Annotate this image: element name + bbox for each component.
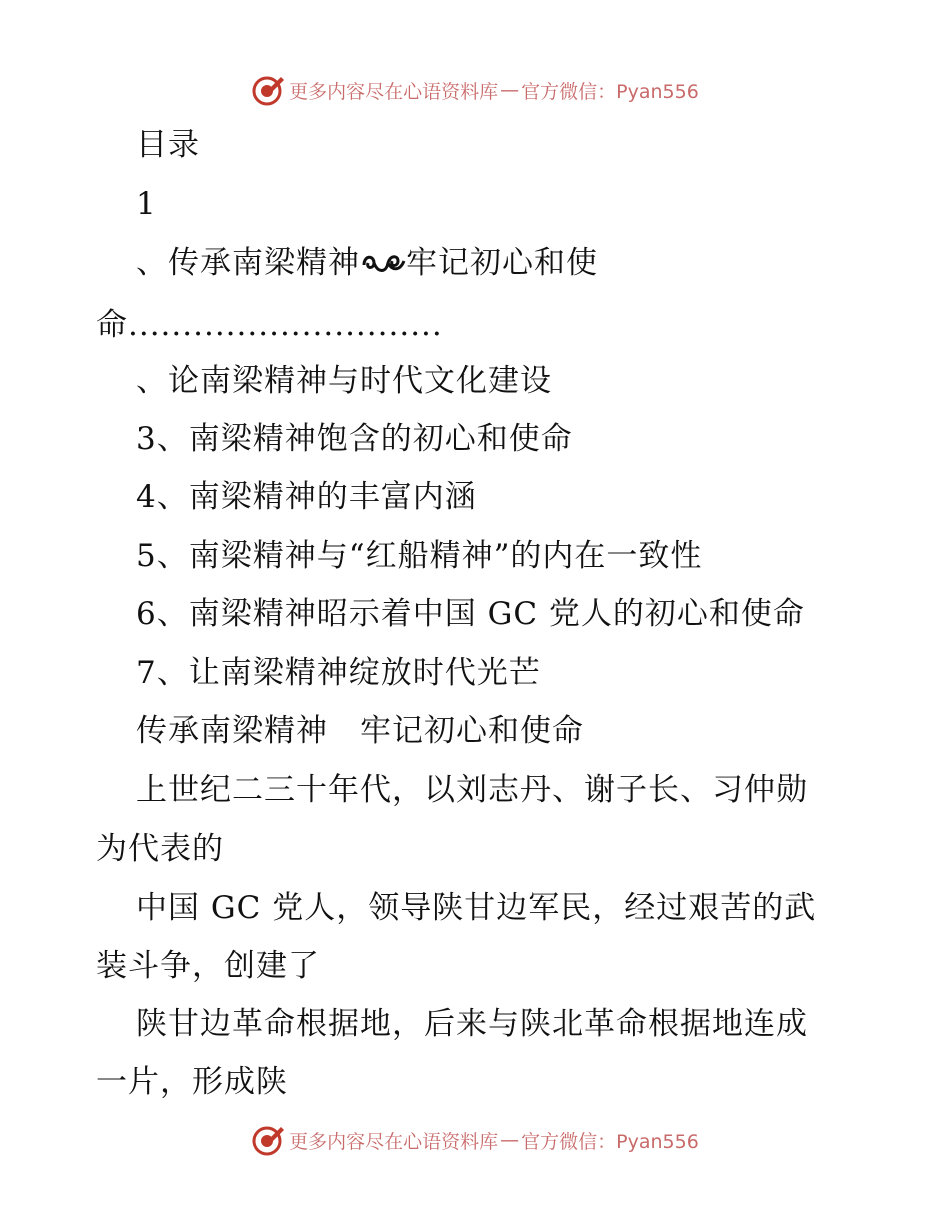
toc-item-1-part-a: 、传承南梁精神: [136, 245, 360, 281]
banner-dash: —: [500, 79, 520, 101]
toc-item-4: 4、南梁精神的丰富内涵: [136, 479, 477, 515]
toc-item-3: 3、南梁精神饱含的初心和使命: [136, 421, 573, 457]
toc-item-7: 7、让南梁精神绽放时代光芒: [136, 655, 541, 691]
banner-site-text: 更多内容尽在心语资料库: [289, 80, 499, 103]
pen-logo-icon: [251, 1123, 285, 1157]
curl-ornament-icon: [360, 247, 406, 277]
toc-item-1-part-b: 牢记初心和使: [406, 245, 598, 281]
paragraph-1-line-1: 上世纪二三十年代，以刘志丹、谢子长、习仲勋: [136, 772, 808, 808]
toc-title: 目录: [136, 127, 200, 163]
paragraph-3-line-1: 陕甘边革命根据地，后来与陕北革命根据地连成: [136, 1006, 808, 1042]
banner-dash: —: [500, 1129, 520, 1151]
toc-item-number-1: 1: [136, 186, 157, 222]
toc-item-1: [136, 243, 598, 283]
article-heading: 传承南梁精神 牢记初心和使命: [136, 713, 584, 749]
toc-item-5: 5、南梁精神与“红船精神”的内在一致性: [136, 538, 703, 574]
pen-logo-icon: [251, 73, 285, 107]
banner-official-text: 官方微信：Pyan556: [521, 80, 699, 103]
watermark-banner-top: [0, 70, 950, 110]
watermark-banner-bottom: [0, 1120, 950, 1160]
banner-site-text: 更多内容尽在心语资料库: [289, 1130, 499, 1153]
banner-official-text: 官方微信：Pyan556: [521, 1130, 699, 1153]
toc-item-6: 6、南梁精神昭示着中国 GC 党人的初心和使命: [136, 596, 805, 632]
paragraph-2-line-2: 装斗争，创建了: [96, 948, 320, 984]
paragraph-1-line-2: 为代表的: [96, 831, 224, 867]
paragraph-2-line-1: 中国 GC 党人，领导陕甘边军民，经过艰苦的武: [136, 890, 817, 926]
toc-item-1-continuation: 命.............................: [96, 307, 443, 343]
toc-item-2: 、论南梁精神与时代文化建设: [136, 363, 552, 399]
paragraph-3-line-2: 一片，形成陕: [96, 1064, 288, 1100]
